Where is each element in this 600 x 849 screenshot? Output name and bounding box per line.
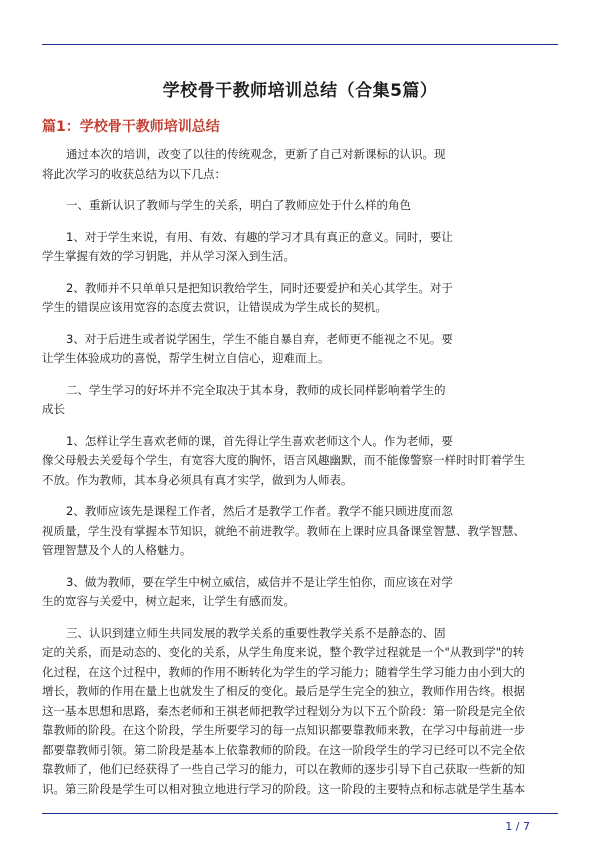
paragraph-line: 将此次学习的收获总结为以下几点： bbox=[42, 166, 226, 181]
paragraph bbox=[42, 432, 558, 491]
paragraph bbox=[42, 279, 558, 318]
paragraph bbox=[42, 228, 558, 267]
paragraph-line: 靠教师了，他们已经获得了一些自己学习的能力，可以在教师的逐步引导下自己获取一些新的知 bbox=[42, 762, 525, 776]
paragraph-line: 像父母般去关爱每个学生，有宽容大度的胸怀，语言风趣幽默，而不能像警察一样时时盯着学生 bbox=[42, 453, 525, 467]
page-number: 1 / 7 bbox=[505, 820, 530, 833]
paragraph bbox=[42, 573, 558, 612]
paragraph bbox=[42, 145, 558, 184]
paragraph-line: 化过程，在这个过程中，教师的作用不断转化为学生的学习能力；随着学生学习能力由小到大的 bbox=[42, 664, 525, 679]
paragraph-line: 不放。作为教师，其本身必须具有真才实学，做到为人师表。 bbox=[42, 472, 353, 487]
paragraph-line: 视质量，学生没有掌握本节知识，就绝不前进教学。教师在上课时应具备课堂智慧、教学智慧、 bbox=[42, 523, 525, 538]
paragraph-line: 让学生体验成功的喜悦，帮学生树立自信心，迎难而上。 bbox=[42, 351, 330, 365]
paragraph-line: 学生的错误应该用宽容的态度去赏识，让错误成为学生成长的契机。 bbox=[42, 300, 387, 314]
paragraph bbox=[42, 624, 558, 800]
paragraph-line: 三、认识到建立师生共同发展的教学关系的重要性教学关系不是静态的、固 bbox=[66, 625, 446, 640]
paragraph-line: 生的宽容与关爱中，树立起来，让学生有感而发。 bbox=[42, 594, 295, 608]
document-title: 学校骨干教师培训总结（合集5篇） bbox=[162, 81, 438, 101]
paragraph-line: 管理智慧及个人的人格魅力。 bbox=[42, 543, 192, 557]
paragraph-line: 增长，教师的作用在量上也就发生了相反的变化。最后是学生完全的独立，教师作用告终。根据 bbox=[42, 684, 525, 698]
paragraph bbox=[42, 381, 558, 420]
paragraph-line: 1、怎样让学生喜欢老师的课，首先得让学生喜欢老师这个人。作为老师，要 bbox=[66, 433, 453, 448]
paragraph-line: 3、做为教师，要在学生中树立威信，威信并不是让学生怕你，而应该在对学 bbox=[66, 574, 453, 589]
paragraph-line: 二、学生学习的好坏并不完全取决于其本身，教师的成长同样影响着学生的 bbox=[66, 382, 446, 397]
paragraph-line: 2、教师并不只单单只是把知识教给学生，同时还要爱护和关心其学生。对于 bbox=[66, 280, 453, 295]
paragraph-line: 3、对于后进生或者说学困生，学生不能自暴自弃，老师更不能视之不见。要 bbox=[66, 331, 453, 346]
top-rule bbox=[42, 44, 558, 45]
paragraph-line: 识。第三阶段是学生可以相对独立地进行学习的阶段。这一阶段的主要特点和标志就是学生基本 bbox=[42, 781, 525, 796]
paragraph-line: 成长 bbox=[42, 402, 65, 416]
paragraph-line: 定的关系，而是动态的、变化的关系，从学生角度来说，整个教学过程就是一个"从教到学"的转 bbox=[42, 645, 525, 659]
paragraph-line: 靠教师的阶段。在这个阶段，学生所要学习的每一点知识都要靠教师来教，在学习中每前进一步 bbox=[42, 723, 525, 737]
section-heading: 篇1：学校骨干教师培训总结 bbox=[42, 119, 220, 135]
paragraph-line: 通过本次的培训，改变了以往的传统观念，更新了自己对新课标的认识。现 bbox=[66, 147, 446, 161]
paragraph-line: 一、重新认识了教师与学生的关系，明白了教师应处于什么样的角色 bbox=[66, 198, 411, 212]
paragraph bbox=[42, 330, 558, 369]
paragraph bbox=[42, 502, 558, 561]
paragraph-line: 都要靠教师引领。第二阶段是基本上依靠教师的阶段。在这一阶段学生的学习已经可以不完全依 bbox=[42, 742, 525, 757]
bottom-rule bbox=[42, 813, 558, 814]
paragraph-line: 这一基本思想和思路，秦杰老师和王祺老师把教学过程划分为以下五个阶段：第一阶段是完全依 bbox=[42, 703, 525, 718]
paragraph bbox=[42, 196, 558, 216]
paragraph-line: 学生掌握有效的学习钥匙，并从学习深入到生活。 bbox=[42, 249, 295, 263]
paragraph-line: 2、教师应该先是课程工作者，然后才是教学工作者。教学不能只顾进度而忽 bbox=[66, 504, 453, 518]
paragraph-line: 1、对于学生来说，有用、有效、有趣的学习才具有真正的意义。同时，要让 bbox=[66, 229, 453, 244]
document-body bbox=[42, 145, 558, 799]
